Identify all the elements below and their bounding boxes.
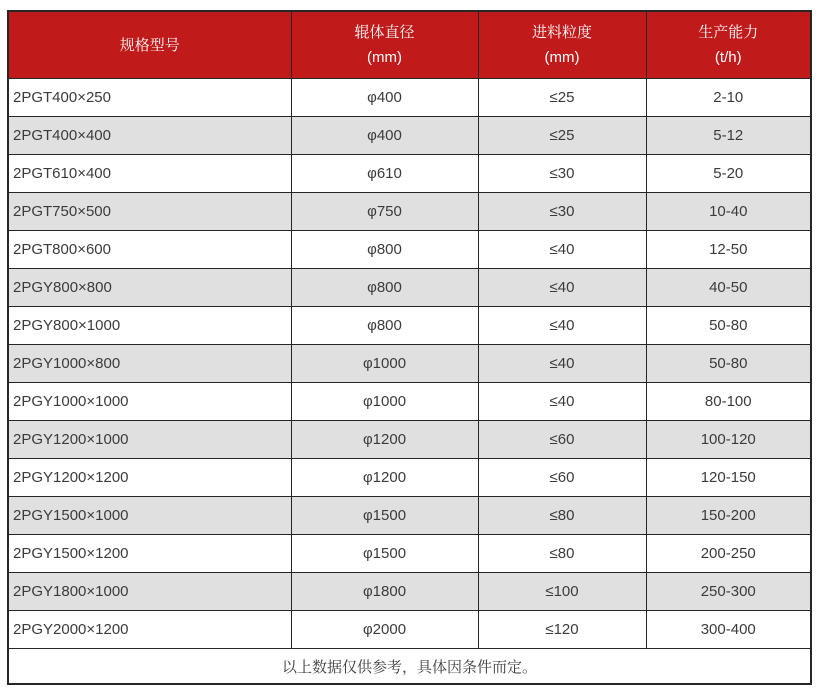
column-title: 进料粒度 bbox=[531, 24, 592, 41]
table-row bbox=[8, 459, 811, 497]
table-footnote: 以上数据仅供参考，具体因条件而定。 bbox=[8, 649, 811, 685]
table-row bbox=[8, 269, 811, 307]
table-cell: 300-400 bbox=[646, 611, 811, 649]
header-row bbox=[8, 11, 811, 79]
table-cell: φ2000 bbox=[291, 611, 478, 649]
table-cell: 40-50 bbox=[646, 269, 811, 307]
model-cell: 2PGY1800×1000 bbox=[8, 573, 291, 611]
table-cell: ≤40 bbox=[478, 345, 646, 383]
table-cell: ≤60 bbox=[478, 421, 646, 459]
table-cell: ≤80 bbox=[478, 497, 646, 535]
model-cell: 2PGY1500×1200 bbox=[8, 535, 291, 573]
spec-table bbox=[7, 10, 812, 685]
table-row bbox=[8, 79, 811, 117]
column-unit: (mm) bbox=[544, 49, 580, 66]
column-title: 辊体直径 bbox=[354, 24, 415, 41]
model-cell: 2PGT610×400 bbox=[8, 155, 291, 193]
column-header-2 bbox=[478, 11, 646, 79]
table-cell: 200-250 bbox=[646, 535, 811, 573]
table-cell: 150-200 bbox=[646, 497, 811, 535]
column-header-0 bbox=[8, 11, 291, 79]
model-cell: 2PGY1200×1200 bbox=[8, 459, 291, 497]
table-row bbox=[8, 611, 811, 649]
table-cell: ≤40 bbox=[478, 307, 646, 345]
table-row bbox=[8, 383, 811, 421]
table-cell: φ800 bbox=[291, 231, 478, 269]
table-cell: ≤120 bbox=[478, 611, 646, 649]
model-cell: 2PGY1000×800 bbox=[8, 345, 291, 383]
table-foot bbox=[8, 649, 811, 685]
table-cell: φ400 bbox=[291, 79, 478, 117]
table-cell: φ1200 bbox=[291, 421, 478, 459]
model-cell: 2PGY1200×1000 bbox=[8, 421, 291, 459]
table-row bbox=[8, 345, 811, 383]
table-cell: ≤40 bbox=[478, 383, 646, 421]
column-title: 规格型号 bbox=[119, 36, 180, 54]
table-header bbox=[8, 11, 811, 79]
table-cell: ≤80 bbox=[478, 535, 646, 573]
table-cell: ≤30 bbox=[478, 155, 646, 193]
table-cell: φ1000 bbox=[291, 345, 478, 383]
table-cell: ≤25 bbox=[478, 79, 646, 117]
table-cell: φ1000 bbox=[291, 383, 478, 421]
table-cell: ≤30 bbox=[478, 193, 646, 231]
model-cell: 2PGT750×500 bbox=[8, 193, 291, 231]
table-cell: φ1500 bbox=[291, 535, 478, 573]
table-cell: ≤60 bbox=[478, 459, 646, 497]
table-cell: 250-300 bbox=[646, 573, 811, 611]
table-row bbox=[8, 497, 811, 535]
table-cell: 5-12 bbox=[646, 117, 811, 155]
column-unit: (mm) bbox=[367, 49, 402, 66]
model-cell: 2PGY800×1000 bbox=[8, 307, 291, 345]
table-cell: φ400 bbox=[291, 117, 478, 155]
table-cell: 80-100 bbox=[646, 383, 811, 421]
table-row bbox=[8, 117, 811, 155]
model-cell: 2PGY2000×1200 bbox=[8, 611, 291, 649]
table-cell: ≤40 bbox=[478, 231, 646, 269]
table-row bbox=[8, 307, 811, 345]
model-cell: 2PGT800×600 bbox=[8, 231, 291, 269]
table-cell: φ1800 bbox=[291, 573, 478, 611]
table-cell: φ1200 bbox=[291, 459, 478, 497]
table-row bbox=[8, 535, 811, 573]
table-cell: ≤25 bbox=[478, 117, 646, 155]
model-cell: 2PGY800×800 bbox=[8, 269, 291, 307]
table-row bbox=[8, 573, 811, 611]
column-unit: (t/h) bbox=[714, 49, 742, 66]
model-cell: 2PGY1000×1000 bbox=[8, 383, 291, 421]
model-cell: 2PGT400×250 bbox=[8, 79, 291, 117]
column-header-1 bbox=[291, 11, 478, 79]
model-cell: 2PGY1500×1000 bbox=[8, 497, 291, 535]
table-cell: 12-50 bbox=[646, 231, 811, 269]
table-cell: φ800 bbox=[291, 269, 478, 307]
table-cell: 5-20 bbox=[646, 155, 811, 193]
column-title: 生产能力 bbox=[698, 24, 759, 41]
model-cell: 2PGT400×400 bbox=[8, 117, 291, 155]
column-header-3 bbox=[646, 11, 811, 79]
table-cell: φ610 bbox=[291, 155, 478, 193]
table-cell: φ750 bbox=[291, 193, 478, 231]
table-cell: ≤40 bbox=[478, 269, 646, 307]
table-body bbox=[8, 79, 811, 649]
table-cell: φ1500 bbox=[291, 497, 478, 535]
footnote-row bbox=[8, 649, 811, 685]
table-cell: 2-10 bbox=[646, 79, 811, 117]
table-cell: 50-80 bbox=[646, 307, 811, 345]
table-cell: 120-150 bbox=[646, 459, 811, 497]
table-cell: 50-80 bbox=[646, 345, 811, 383]
table-cell: ≤100 bbox=[478, 573, 646, 611]
table-row bbox=[8, 231, 811, 269]
table-cell: φ800 bbox=[291, 307, 478, 345]
table-cell: 10-40 bbox=[646, 193, 811, 231]
table-row bbox=[8, 193, 811, 231]
table-row bbox=[8, 155, 811, 193]
table-row bbox=[8, 421, 811, 459]
table-cell: 100-120 bbox=[646, 421, 811, 459]
